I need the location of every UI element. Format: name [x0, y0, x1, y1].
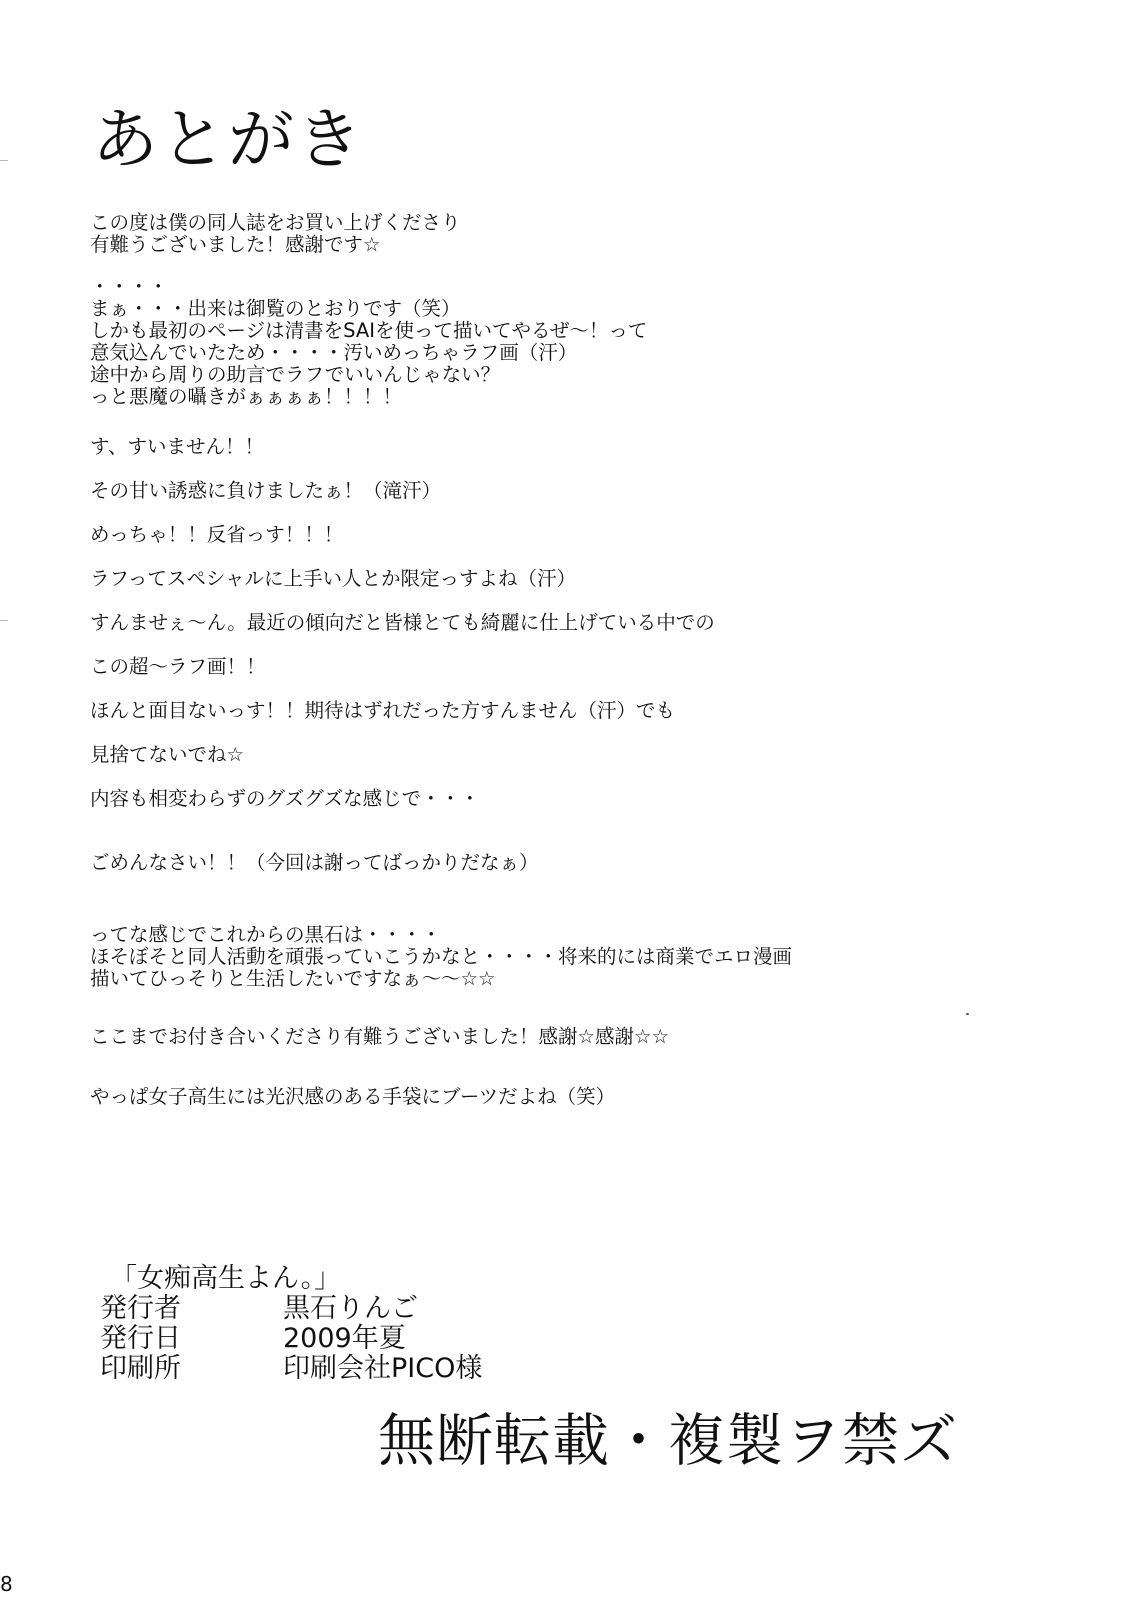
colophon-row-date: [100, 1324, 482, 1354]
copyright-notice: 無断転載・複製ヲ禁ズ: [378, 1408, 958, 1474]
afterword-paragraph: [90, 276, 647, 408]
colophon: [100, 1264, 482, 1384]
afterword-paragraph: [90, 656, 266, 678]
afterword-paragraph: [90, 744, 244, 766]
afterword-line: 見捨てないでね☆: [90, 743, 244, 766]
afterword-line: ・・・・: [90, 275, 169, 298]
page-number: 8: [0, 1572, 13, 1596]
afterword-line: 途中から周りの助言でラフでいいんじゃない？: [90, 363, 501, 386]
scan-edge-mark: [0, 160, 8, 161]
afterword-line: す、すいません！！: [90, 435, 264, 458]
afterword-paragraph: [90, 852, 539, 874]
colophon-book-title: 「女痴高生よん。」: [110, 1263, 342, 1294]
scan-edge-mark: [0, 620, 8, 621]
afterword-paragraph: [90, 924, 792, 990]
afterword-line: この度は僕の同人誌をお買い上げくださり: [90, 211, 461, 234]
colophon-value: 黒石りんご: [283, 1293, 418, 1324]
colophon-value: 2009年夏: [283, 1323, 406, 1354]
afterword-line: しかも最初のページは清書をSAIを使って描いてやるぜ～！って: [90, 319, 648, 342]
afterword-line: すんませぇ～ん。最近の傾向だと皆様とても綺麗に仕上げている中での: [90, 611, 715, 634]
afterword-line: 有難うございました！感謝です☆: [90, 233, 381, 256]
afterword-line: この超～ラフ画！！: [90, 655, 266, 678]
afterword-line: ってな感じでこれからの黒石は・・・・: [90, 923, 442, 946]
afterword-paragraph: [90, 436, 264, 458]
afterword-line: っと悪魔の囁きがぁぁぁぁ！！！！: [90, 385, 403, 408]
afterword-paragraph: [90, 1086, 615, 1108]
afterword-line: ほそぼそと同人活動を頑張っていこうかなと・・・・将来的には商業でエロ漫画: [90, 945, 793, 968]
afterword-paragraph: [90, 524, 343, 546]
afterword-line: ほんと面目ないっす！！期待はずれだった方すんません（汗）でも: [90, 699, 676, 722]
afterword-line: ラフってスペシャルに上手い人とか限定っすよね（汗）: [90, 567, 576, 590]
afterword-line: やっぱ女子高生には光沢感のある手袋にブーツだよね（笑）: [90, 1085, 616, 1108]
colophon-key: 発行者: [100, 1293, 181, 1324]
afterword-paragraph: [90, 612, 715, 634]
afterword-paragraph: [90, 788, 480, 810]
afterword-line: 内容も相変わらずのグズグズな感じで・・・: [90, 787, 480, 810]
afterword-line: 意気込んでいたため・・・・汚いめっちゃラフ画（汗）: [90, 341, 578, 364]
colophon-row-printer: [100, 1354, 482, 1384]
colophon-key: 印刷所: [100, 1353, 181, 1384]
afterword-paragraph: [90, 480, 441, 502]
colophon-key: 発行日: [100, 1323, 181, 1354]
afterword-line: めっちゃ！！反省っす！！！: [90, 523, 344, 546]
afterword-paragraph: [90, 212, 461, 256]
page-title: あとがき: [92, 101, 364, 178]
afterword-paragraph: [90, 1026, 669, 1048]
afterword-line: ごめんなさい！！（今回は謝ってばっかりだなぁ）: [90, 851, 539, 874]
afterword-line: ここまでお付き合いくださり有難うございました！感謝☆感謝☆☆: [90, 1025, 669, 1048]
colophon-row-publisher: [100, 1294, 482, 1324]
scan-speck: [966, 1013, 969, 1015]
afterword-paragraph: [90, 700, 675, 722]
afterword-paragraph: [90, 568, 576, 590]
afterword-line: その甘い誘惑に負けましたぁ！（滝汗）: [90, 479, 442, 502]
afterword-line: 描いてひっそりと生活したいですなぁ～～☆☆: [90, 967, 496, 990]
colophon-value: 印刷会社PICO様: [283, 1353, 483, 1384]
afterword-line: まぁ・・・出来は御覧のとおりです（笑）: [90, 297, 461, 320]
